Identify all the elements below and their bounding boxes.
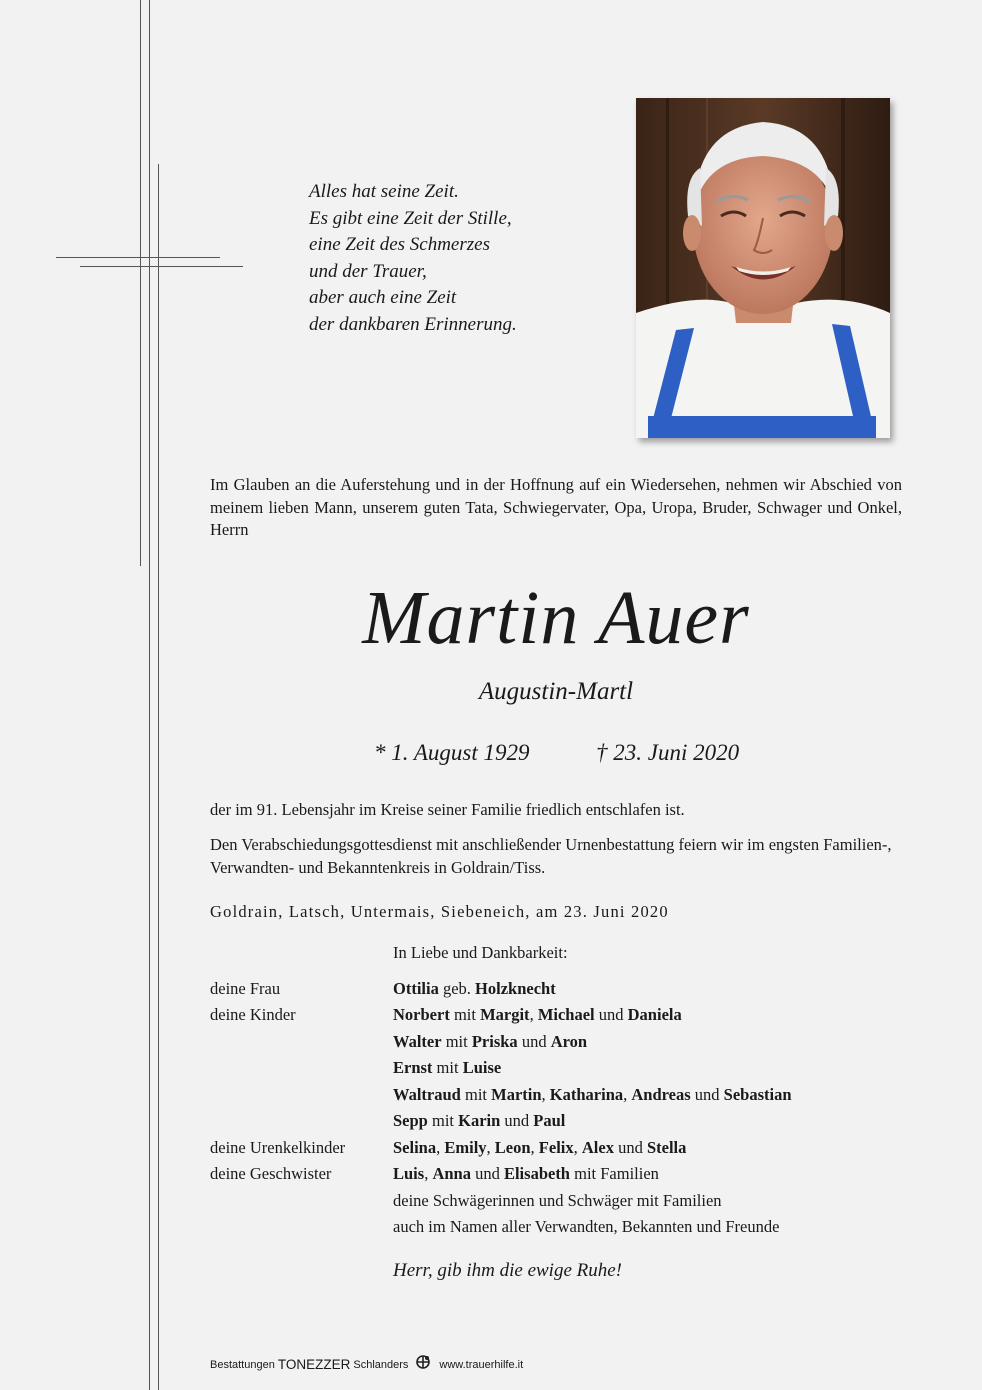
connector: und — [475, 1164, 500, 1183]
poem-line: und der Trauer, — [309, 260, 427, 282]
name: Leon — [494, 1138, 531, 1157]
connector: und — [598, 1005, 624, 1024]
children-row — [393, 1110, 565, 1132]
cross-horizontal-top — [56, 257, 220, 258]
name: Felix — [538, 1138, 574, 1157]
children-row: Waltraud mit Martin, Katharina, Andreas und Sebastian — [393, 1085, 792, 1104]
name: Sepp — [393, 1111, 428, 1130]
wife-names — [393, 978, 556, 1000]
connector: mit — [445, 1032, 468, 1051]
children-row: Norbert mit Margit, Michael und Daniela — [393, 1005, 682, 1024]
name: Holzknecht — [475, 979, 556, 998]
name: Priska — [471, 1032, 518, 1051]
closing-prayer: Herr, gib ihm die ewige Ruhe! — [393, 1260, 623, 1281]
portrait-photo-icon — [636, 98, 890, 438]
connector: mit Familien — [574, 1164, 659, 1183]
name: Martin — [491, 1085, 542, 1104]
cross-vertical-inner — [158, 164, 159, 1390]
name: Emily — [444, 1138, 487, 1157]
footer — [210, 1354, 523, 1375]
name: Karin — [458, 1111, 501, 1130]
connector: und — [521, 1032, 547, 1051]
poem-line: aber auch eine Zeit — [309, 287, 457, 308]
portrait-photo — [636, 98, 890, 438]
name: Waltraud — [393, 1085, 461, 1104]
name: Selina — [393, 1138, 437, 1157]
passing-text: der im 91. Lebensjahr im Kreise seiner Familie friedlich entschlafen ist. — [210, 800, 685, 819]
place-date: Goldrain, Latsch, Untermais, Siebeneich, am 23. Juni 2020 — [210, 902, 669, 921]
name: Luis — [393, 1164, 425, 1183]
footer-town: Schlanders — [353, 1358, 409, 1371]
relation-siblings: deine Geschwister — [210, 1164, 332, 1183]
footer-brand: TONEZZER — [277, 1356, 351, 1372]
name: Alex — [581, 1138, 614, 1157]
name: Elisabeth — [503, 1164, 570, 1183]
name: Daniela — [627, 1005, 682, 1024]
birth-date: * 1. August 1929 — [374, 740, 530, 765]
name: Katharina — [549, 1085, 624, 1104]
others-line: auch im Namen aller Verwandten, Bekannten und Freunde — [393, 1217, 780, 1236]
name: Sebastian — [723, 1085, 792, 1104]
siblings-names: Luis, Anna und Elisabeth mit Familien — [393, 1164, 659, 1183]
connector: und — [694, 1085, 720, 1104]
connector: mit — [453, 1005, 476, 1024]
deceased-name: Martin Auer — [362, 576, 750, 660]
poem — [309, 179, 517, 338]
relation-wife: deine Frau — [210, 979, 281, 998]
death-date: † 23. Juni 2020 — [596, 740, 740, 765]
connector: mit — [431, 1111, 454, 1130]
connector: und — [504, 1111, 530, 1130]
poem-line: Alles hat seine Zeit. — [309, 181, 459, 202]
children-row — [393, 1031, 587, 1053]
name: Ernst — [393, 1058, 433, 1077]
name: Paul — [533, 1111, 566, 1130]
name: Michael — [537, 1005, 595, 1024]
intro-text: Im Glauben an die Auferstehung und in der Hoffnung auf ein Wiedersehen, nehmen wir Abschied von meinem lieben Mann, unserem guten Tata, Schwiegervater, Opa, Uropa, Bruder, Schwager und Onkel, Herrn — [210, 475, 902, 539]
poem-line: eine Zeit des Schmerzes — [309, 234, 490, 255]
poem-line: der dankbaren Erinnerung. — [309, 313, 517, 335]
name: Margit — [480, 1005, 530, 1024]
great-grandchildren-names: Selina, Emily, Leon, Felix, Alex und Stella — [393, 1138, 687, 1157]
name: Norbert — [393, 1005, 450, 1024]
children-row — [393, 1057, 501, 1079]
cross-horizontal-bottom — [80, 266, 243, 267]
connector: mit — [436, 1058, 459, 1077]
connector: und — [618, 1138, 643, 1157]
connector: geb. — [442, 979, 471, 998]
thanks-line: In Liebe und Dankbarkeit: — [393, 943, 568, 962]
connector: mit — [464, 1085, 487, 1104]
name: Ottilia — [393, 979, 439, 998]
cross-vertical-left — [140, 0, 141, 566]
cross-vertical-right — [149, 0, 150, 1390]
relation-children: deine Kinder — [210, 1005, 296, 1024]
relation-great-grandchildren: deine Urenkelkinder — [210, 1138, 346, 1157]
name: Walter — [393, 1032, 442, 1051]
deceased-nickname: Augustin-Martl — [478, 678, 634, 705]
name: Aron — [550, 1032, 588, 1051]
funeral-text: Den Verabschiedungsgottesdienst mit anschließender Urnenbestattung feiern wir im engsten Familien-, Verwandten- und Bekanntenkreis in Goldrain/Tiss. — [210, 835, 892, 877]
footer-prefix: Bestattungen — [210, 1358, 275, 1371]
inlaws-line: deine Schwägerinnen und Schwäger mit Familien — [393, 1191, 722, 1210]
name: Andreas — [631, 1085, 691, 1104]
name: Anna — [432, 1164, 471, 1183]
footer-website[interactable]: www.trauerhilfe.it — [439, 1358, 524, 1371]
trauerhilfe-logo-icon — [414, 1354, 432, 1375]
name: Stella — [646, 1138, 687, 1157]
poem-line: Es gibt eine Zeit der Stille, — [309, 207, 512, 229]
name: Luise — [462, 1058, 502, 1077]
